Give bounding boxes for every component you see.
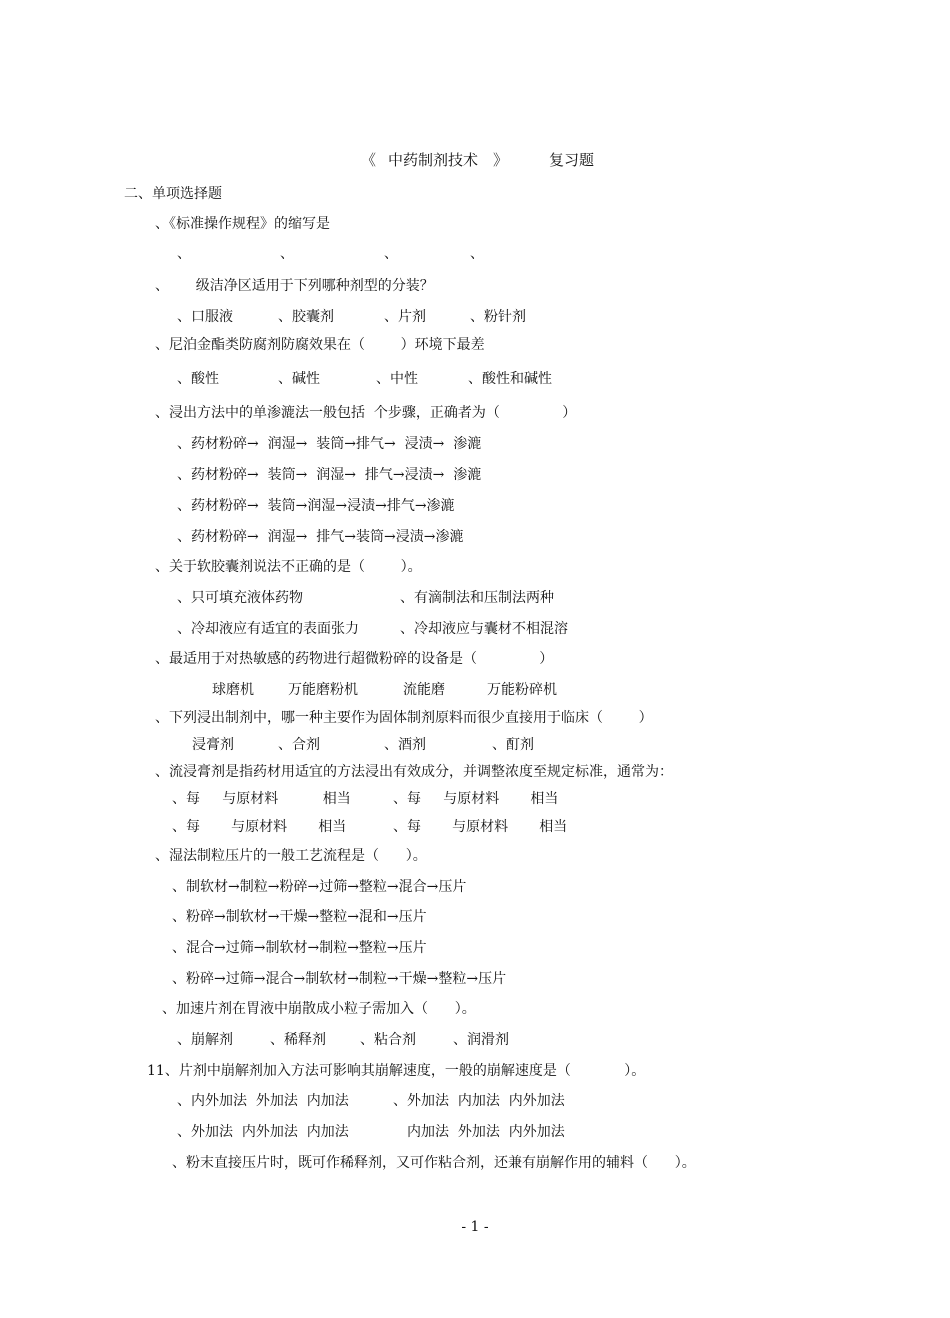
question-option: 、 — [280, 246, 294, 262]
question-option: 、混合→过筛→制软材→制粒→整粒→压片 — [172, 940, 427, 956]
question-option: 、冷却液应有适宜的表面张力 — [177, 621, 359, 637]
question-option: 、内外加法 外加法 内加法 — [177, 1093, 349, 1109]
question-option: 、药材粉碎→ 润湿→ 装筒→排气→ 浸渍→ 渗漉 — [177, 436, 482, 452]
question-option: 、崩解剂 — [177, 1032, 233, 1048]
question-stem: 、下列浸出制剂中，哪一种主要作为固体制剂原料而很少直接用于临床（ ） — [155, 710, 653, 726]
question-option: 万能磨粉机 — [288, 682, 358, 698]
question-stem: 、浸出方法中的单渗漉法一般包括 个步骤，正确者为（ ） — [155, 405, 577, 421]
question-option: 、粉碎→过筛→混合→制软材→制粒→干燥→整粒→压片 — [172, 971, 507, 987]
question-option: 、酸性 — [177, 371, 219, 387]
question-option: 、 — [470, 246, 484, 262]
question-option: 、合剂 — [278, 737, 320, 753]
title-suffix: 复习题 — [549, 151, 595, 169]
question-option: 、 — [177, 246, 191, 262]
question-option: 、每 与原材料 相当 — [393, 791, 559, 807]
question-stem: 、最适用于对热敏感的药物进行超微粉碎的设备是（ ） — [155, 651, 554, 667]
question-option: 、药材粉碎→ 装筒→ 润湿→ 排气→浸渍→ 渗漉 — [177, 467, 482, 483]
question-option: 、外加法 内外加法 内加法 — [177, 1124, 349, 1140]
question-option: 、酒剂 — [384, 737, 426, 753]
question-option: 、碱性 — [278, 371, 320, 387]
question-option: 、制软材→制粒→粉碎→过筛→整粒→混合→压片 — [172, 879, 467, 895]
question-stem: 11、片剂中崩解剂加入方法可影响其崩解速度，一般的崩解速度是（ ）。 — [147, 1063, 646, 1079]
question-option: 、粘合剂 — [360, 1032, 416, 1048]
question-stem: 、加速片剂在胃液中崩散成小粒子需加入（ ）。 — [162, 1001, 476, 1017]
question-option: 、润滑剂 — [453, 1032, 509, 1048]
question-option: 浸膏剂 — [192, 737, 234, 753]
question-option: 、粉针剂 — [470, 309, 526, 325]
question-option: 、只可填充液体药物 — [177, 590, 303, 606]
question-option: 内加法 外加法 内外加法 — [407, 1124, 565, 1140]
question-option: 、药材粉碎→ 装筒→润湿→浸渍→排气→渗漉 — [177, 498, 455, 514]
question-option: 、每 与原材料 相当 — [172, 819, 347, 835]
question-option: 、中性 — [376, 371, 418, 387]
question-option: 、 — [384, 246, 398, 262]
question-option: 、外加法 内加法 内外加法 — [393, 1093, 565, 1109]
question-stem: 、流浸膏剂是指药材用适宜的方法浸出有效成分，并调整浓度至规定标准，通常为： — [155, 764, 673, 780]
question-option: 、酊剂 — [492, 737, 534, 753]
question-option: 、粉碎→制软材→干燥→整粒→混和→压片 — [172, 909, 427, 925]
section-heading: 二、单项选择题 — [124, 186, 222, 202]
question-stem: 、尼泊金酯类防腐剂防腐效果在（ ）环境下最差 — [155, 337, 485, 353]
question-stem: 、关于软胶囊剂说法不正确的是（ ）。 — [155, 559, 422, 575]
question-option: 、冷却液应与囊材不相混溶 — [400, 621, 568, 637]
page-number: - 1 - — [461, 1219, 489, 1235]
question-option: 、酸性和碱性 — [468, 371, 552, 387]
question-option: 、口服液 — [177, 309, 233, 325]
question-stem: 、湿法制粒压片的一般工艺流程是（ ）。 — [155, 848, 427, 864]
title-open-bracket: 《 — [361, 151, 377, 169]
question-option: 、每 与原材料 相当 — [172, 791, 351, 807]
question-option: 球磨机 — [212, 682, 254, 698]
question-option: 流能磨 — [403, 682, 445, 698]
question-option: 、稀释剂 — [270, 1032, 326, 1048]
question-stem: 、 级洁净区适用于下列哪种剂型的分装？ — [155, 278, 434, 294]
question-option: 、胶囊剂 — [278, 309, 334, 325]
question-stem: 、粉末直接压片时，既可作稀释剂，又可作粘合剂，还兼有崩解作用的辅料（ ）。 — [172, 1155, 696, 1171]
question-option: 万能粉碎机 — [487, 682, 557, 698]
question-option: 、药材粉碎→ 润湿→ 排气→装筒→浸渍→渗漉 — [177, 529, 464, 545]
question-option: 、片剂 — [384, 309, 426, 325]
title-close-bracket: 》 — [493, 151, 509, 169]
question-option: 、有滴制法和压制法两种 — [400, 590, 554, 606]
question-option: 、每 与原材料 相当 — [393, 819, 568, 835]
question-stem: 、《标准操作规程》的缩写是 — [155, 216, 330, 232]
title-name: 中药制剂技术 — [388, 151, 479, 169]
